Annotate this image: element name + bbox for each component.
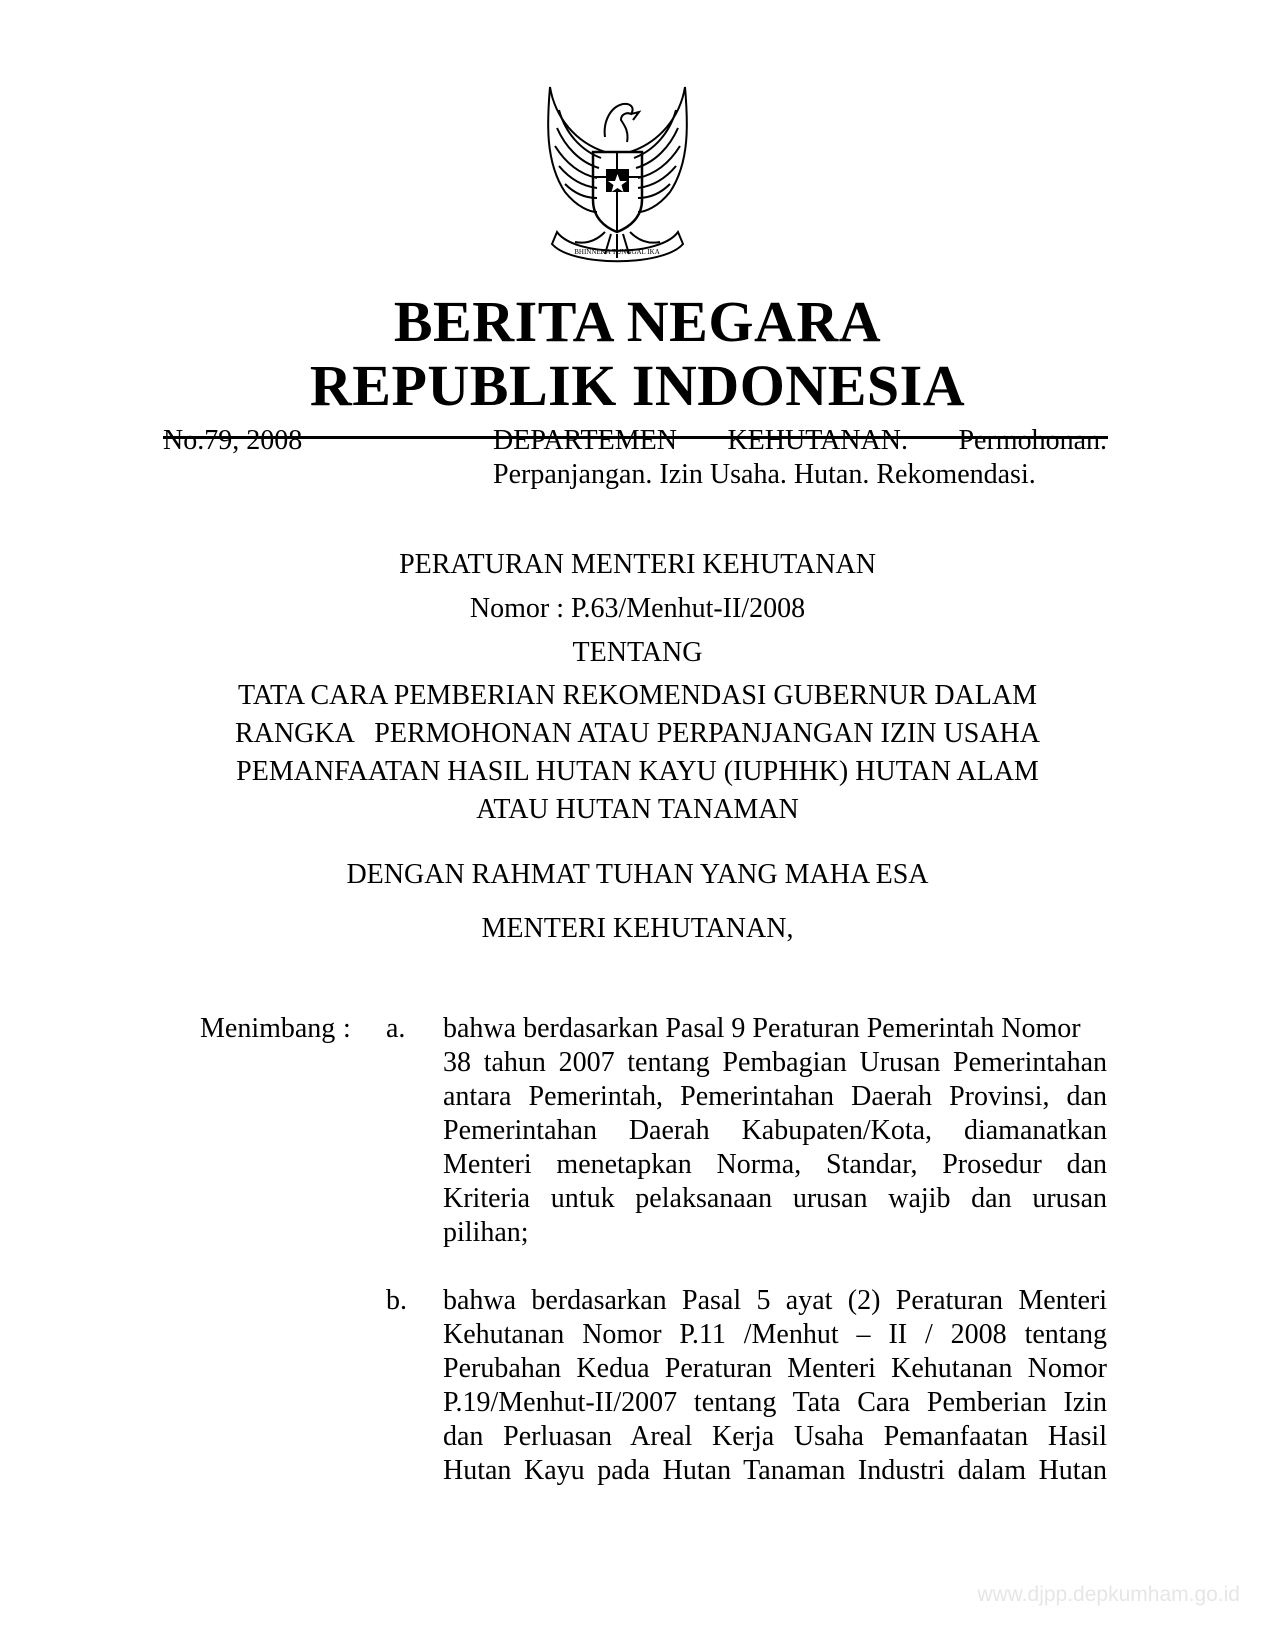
issue-subject-line-2: Perpanjangan. Izin Usaha. Hutan. Rekomendasi. [493, 459, 1036, 490]
regulation-title-line: TATA CARA PEMBERIAN REKOMENDASI GUBERNUR DALAM [237, 680, 1037, 711]
considering-label: Menimbang [200, 1013, 336, 1044]
item-line: Pemerintahan Daerah Kabupaten/Kota, diamanatkan [443, 1115, 1107, 1146]
regulation-title-line: PEMANFAATAN HASIL HUTAN KAYU (IUPHHK) HUTAN ALAM [236, 756, 1039, 787]
masthead-line-1: BERITA NEGARA [393, 289, 882, 354]
item-line: P.19/Menhut-II/2007 tentang Tata Cara Pemberian Izin [443, 1387, 1107, 1418]
watermark-url: www.djpp.depkumham.go.id [977, 1583, 1240, 1606]
item-marker: a. [386, 1013, 406, 1044]
regulation-title-line: ATAU HUTAN TANAMAN [476, 794, 799, 825]
authority: MENTERI KEHUTANAN, [481, 913, 794, 944]
item-line: 38 tahun 2007 tentang Pembagian Urusan Pemerintahan [443, 1047, 1107, 1078]
item-line: Menteri menetapkan Norma, Standar, Prosedur dan [443, 1149, 1107, 1180]
invocation: DENGAN RAHMAT TUHAN YANG MAHA ESA [346, 859, 929, 890]
regulation-number: Nomor : P.63/Menhut-II/2008 [469, 593, 806, 624]
motto-text: BHINNEKA TUNGGAL IKA [574, 248, 660, 256]
regulation-title-line: RANGKA PERMOHONAN ATAU PERPANJANGAN IZIN USAHA [235, 718, 1040, 749]
item-line: bahwa berdasarkan Pasal 5 ayat (2) Peraturan Menteri [443, 1285, 1107, 1316]
item-line: Kehutanan Nomor P.11 /Menhut – II / 2008 tentang [443, 1319, 1107, 1350]
consideration-item-b [443, 1284, 1107, 1488]
considering-colon: : [343, 1013, 351, 1044]
item-line: Kriteria untuk pelaksanaan urusan wajib dan urusan [443, 1183, 1107, 1214]
masthead-line-2: REPUBLIK INDONESIA [309, 353, 966, 418]
item-marker: b. [386, 1285, 407, 1316]
item-line: Perubahan Kedua Peraturan Menteri Kehutanan Nomor [443, 1353, 1107, 1384]
regulation-about: TENTANG [572, 637, 703, 668]
issue-subject-line-1: DEPARTEMEN KEHUTANAN. Permohonan. [493, 425, 1107, 456]
garuda-emblem-icon [535, 82, 700, 272]
issue-number: No.79, 2008 [163, 425, 303, 456]
regulation-type: PERATURAN MENTERI KEHUTANAN [399, 549, 876, 580]
item-line: Hutan Kayu pada Hutan Tanaman Industri dalam Hutan [443, 1455, 1107, 1486]
consideration-item-a [443, 1012, 1107, 1250]
item-line: bahwa berdasarkan Pasal 9 Peraturan Pemerintah Nomor [443, 1013, 1081, 1044]
item-line: dan Perluasan Areal Kerja Usaha Pemanfaatan Hasil [443, 1421, 1107, 1452]
item-line: pilihan; [443, 1217, 529, 1248]
item-line: antara Pemerintah, Pemerintahan Daerah Provinsi, dan [443, 1081, 1107, 1112]
